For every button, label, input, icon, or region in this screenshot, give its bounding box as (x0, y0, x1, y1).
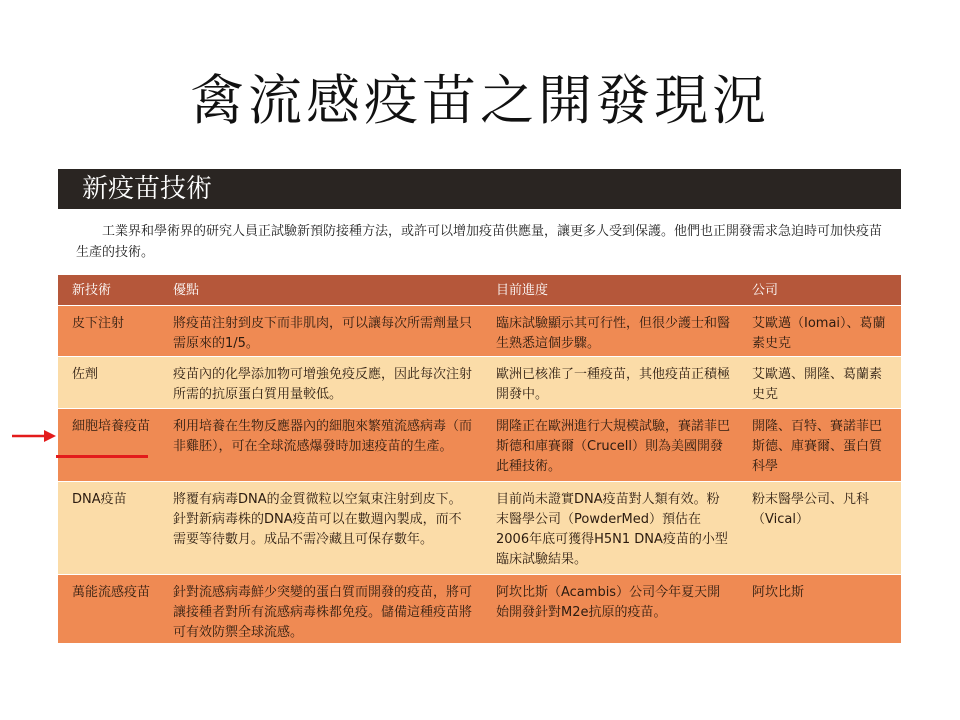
table-header-row (58, 275, 901, 305)
cell-advantage: 將疫苗注射到皮下而非肌肉，可以讓每次所需劑量只需原來的1/5。 (159, 305, 482, 356)
header-tech: 新技術 (58, 275, 159, 305)
table-row (58, 481, 901, 574)
panel-intro: 工業界和學術界的研究人員正試驗新預防接種方法，或許可以增加疫苗供應量，讓更多人受到保護。他們也正開發需求急迫時可加快疫苗生產的技術。 (58, 209, 901, 275)
cell-tech: 皮下注射 (58, 305, 159, 356)
cell-tech: DNA疫苗 (58, 481, 159, 574)
header-advantage: 優點 (159, 275, 482, 305)
panel-header: 新疫苗技術 (58, 169, 901, 209)
table-row (58, 305, 901, 356)
cell-progress: 阿坎比斯（Acambis）公司今年夏天開始開發針對M2e抗原的疫苗。 (482, 574, 738, 643)
cell-progress: 開隆正在歐洲進行大規模試驗，賽諾菲巴斯德和庫賽爾（Crucell）則為美國開發此種技術。 (482, 408, 738, 481)
cell-advantage: 疫苗內的化學添加物可增強免疫反應，因此每次注射所需的抗原蛋白質用量較低。 (159, 356, 482, 408)
cell-company: 艾歐邁、開隆、葛蘭素史克 (738, 356, 901, 408)
red-arrow-icon (12, 428, 56, 444)
cell-progress: 目前尚未證實DNA疫苗對人類有效。粉末醫學公司（PowderMed）預估在2006年底可獲得H5N1 DNA疫苗的小型臨床試驗結果。 (482, 481, 738, 574)
cell-company: 粉末醫學公司、凡科（Vical） (738, 481, 901, 574)
cell-company: 開隆、百特、賽諾菲巴斯德、庫賽爾、蛋白質科學 (738, 408, 901, 481)
highlight-underline (56, 455, 148, 458)
vaccine-technology-panel (58, 169, 901, 642)
cell-tech: 細胞培養疫苗 (58, 408, 159, 481)
header-company: 公司 (738, 275, 901, 305)
slide-title: 禽流感疫苗之開發現況 (190, 69, 770, 132)
cell-tech: 佐劑 (58, 356, 159, 408)
table-row (58, 574, 901, 643)
table-row (58, 356, 901, 408)
cell-progress: 歐洲已核准了一種疫苗，其他疫苗正積極開發中。 (482, 356, 738, 408)
cell-progress: 臨床試驗顯示其可行性，但很少護士和醫生熟悉這個步驟。 (482, 305, 738, 356)
cell-advantage: 針對流感病毒鮮少突變的蛋白質而開發的疫苗，將可讓接種者對所有流感病毒株都免疫。儲備這種疫苗將可有效防禦全球流感。 (159, 574, 482, 643)
table-row (58, 408, 901, 481)
header-progress: 目前進度 (482, 275, 738, 305)
cell-advantage: 利用培養在生物反應器內的細胞來繁殖流感病毒（而非雞胚），可在全球流感爆發時加速疫苗的生產。 (159, 408, 482, 481)
vaccine-table (58, 275, 901, 643)
cell-company: 艾歐邁（Iomai）、葛蘭素史克 (738, 305, 901, 356)
cell-advantage: 將覆有病毒DNA的金質微粒以空氣束注射到皮下。針對新病毒株的DNA疫苗可以在數週內製成，而不需要等待數月。成品不需冷藏且可保存數年。 (159, 481, 482, 574)
cell-tech: 萬能流感疫苗 (58, 574, 159, 643)
cell-company: 阿坎比斯 (738, 574, 901, 643)
